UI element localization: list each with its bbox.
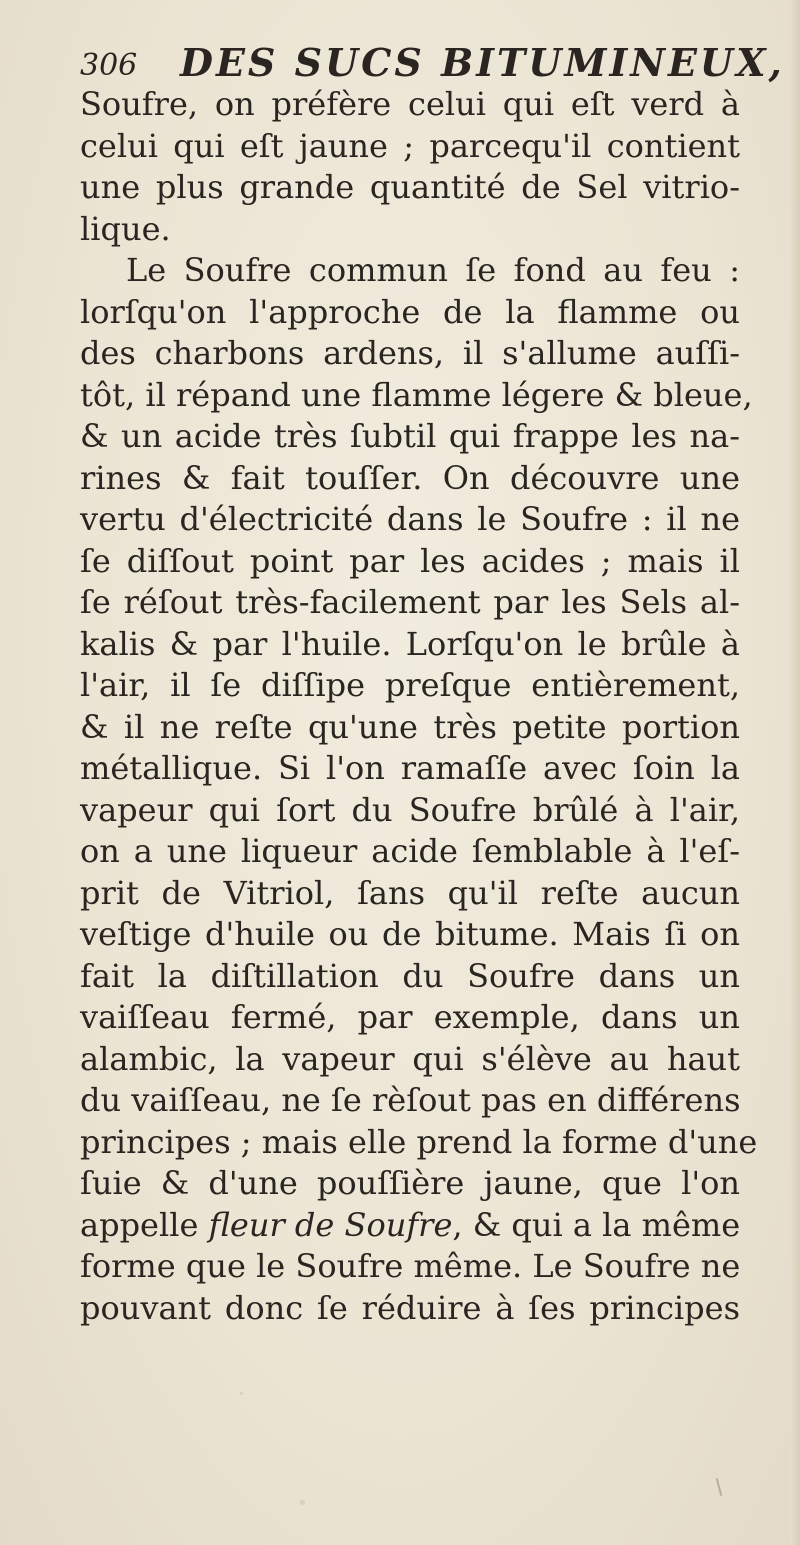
text-line: & un acide très ſubtil qui frappe les na- xyxy=(80,417,740,455)
text-line: prit de Vitriol, ſans qu'il reſte aucun xyxy=(80,873,740,912)
text-line: ſe diſſout point par les acides ; mais il xyxy=(80,541,740,580)
text-line: forme que le Soufre même. Le Soufre ne xyxy=(80,1247,741,1285)
body-text xyxy=(80,84,758,1329)
running-head: DES SUCS BITUMINEUX, xyxy=(180,40,785,85)
text-line: & il ne reſte qu'une très petite portion xyxy=(80,707,740,746)
text-line: celui qui eſt jaune ; parcequ'il contient xyxy=(80,126,740,165)
text-line: métallique. Si l'on ramaſſe avec ſoin la xyxy=(80,749,740,787)
text-line: on a une liqueur acide ſemblable à l'eſ- xyxy=(80,832,740,870)
text-line: principes ; mais elle prend la forme d'une xyxy=(80,1122,758,1161)
text-line: du vaiſſeau, ne ſe rèſout pas en différens xyxy=(80,1081,741,1119)
text-line: Le Soufre commun ſe fond au feu : xyxy=(126,251,740,289)
text-line: alambic, la vapeur qui s'élève au haut xyxy=(80,1039,740,1078)
text-line: Soufre, on préfère celui qui eſt verd à xyxy=(80,85,740,123)
text-line: veſtige d'huile ou de bitume. Mais ſi on xyxy=(80,915,740,953)
text-line: fait la diſtillation du Soufre dans un xyxy=(80,956,740,995)
text-line: ſe réſout très-facilement par les Sels al- xyxy=(80,583,740,621)
text-line: lorſqu'on l'approche de la flamme ou xyxy=(80,292,740,331)
text-line xyxy=(80,1205,740,1247)
text-line: vertu d'électricité dans le Soufre : il ne xyxy=(80,500,740,538)
text-line: rines & fait touſſer. On découvre une xyxy=(80,458,740,497)
text-line: pouvant donc ſe réduire à ſes principes xyxy=(80,1288,740,1327)
text-line: kalis & par l'huile. Lorſqu'on le brûle à xyxy=(80,624,740,663)
text-segment: , & qui a la même xyxy=(452,1205,741,1244)
text-line: des charbons ardens, il s'allume auſſi- xyxy=(80,334,740,372)
text-segment: appelle xyxy=(80,1205,199,1244)
text-line: lique. xyxy=(80,209,171,248)
paper-spot xyxy=(300,1500,305,1505)
page-header xyxy=(80,40,785,90)
text-line: ſuie & d'une pouſſière jaune, que l'on xyxy=(80,1164,740,1202)
paper-spot xyxy=(240,1392,243,1395)
text-line: l'air, il ſe diſſipe preſque entièrement, xyxy=(80,666,740,704)
page-edge xyxy=(790,0,800,1545)
text-line: vapeur qui ſort du Soufre brûlé à l'air, xyxy=(80,790,740,829)
page-number: 306 xyxy=(80,48,138,83)
italic-term: fleur de Soufre xyxy=(208,1205,453,1244)
text-line: une plus grande quantité de Sel vitrio- xyxy=(80,168,740,206)
text-line: vaiſſeau fermé, par exemple, dans un xyxy=(80,998,740,1036)
text-line: tôt, il répand une flamme légere & bleue, xyxy=(80,375,753,414)
